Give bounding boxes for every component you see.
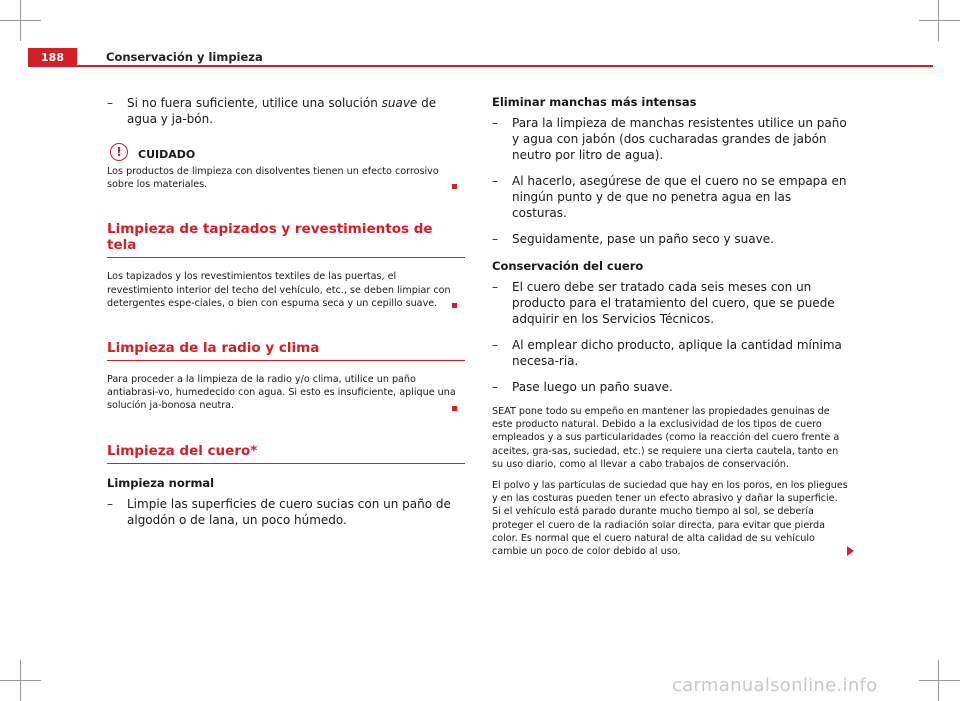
- caution-title: CUIDADO: [138, 148, 196, 161]
- section-text-content: Los tapizados y los revestimientos textiles de las puertas, el revestimiento interior del techo del vehículo, etc., se deben limpiar con detergentes espe-ciales, o bien con espuma seca y un cepillo suave.: [107, 271, 451, 309]
- dash-marker: –: [492, 232, 498, 246]
- end-marker-icon: [452, 184, 457, 189]
- crop-mark: [938, 660, 939, 701]
- subheading: Conservación del cuero: [492, 259, 644, 273]
- end-marker-icon: [452, 406, 457, 411]
- section-text: [107, 270, 465, 310]
- item-text: Al hacerlo, asegúrese de que el cuero no se empapa en ningún punto y de que no penetra agua en las costuras.: [512, 174, 847, 220]
- crop-mark: [919, 680, 960, 681]
- exclamation-circle-icon: !: [110, 143, 128, 161]
- section-radio: [107, 340, 465, 413]
- list-item: [107, 95, 465, 127]
- list-item: [492, 231, 848, 247]
- dash-marker: –: [492, 116, 498, 130]
- dash-marker: –: [107, 96, 113, 110]
- list-item: [492, 173, 848, 221]
- header-rule: [77, 65, 933, 67]
- dash-marker: –: [492, 174, 498, 188]
- section-heading: Limpieza de tapizados y revestimientos de tela: [107, 221, 465, 258]
- list-item: [492, 379, 848, 395]
- watermark: carmanualsonline.info: [672, 675, 878, 696]
- section-text-content: Para proceder a la limpieza de la radio y/o clima, utilice un paño antiabrasi-vo, humedecido con agua. Si esto es insuficiente, aplique una solución ja-bonosa neutra.: [107, 374, 456, 412]
- subheading: Eliminar manchas más intensas: [492, 95, 697, 109]
- paragraph: [492, 479, 848, 558]
- crop-mark: [20, 660, 21, 701]
- caution-box: [107, 143, 465, 191]
- dash-marker: –: [492, 280, 498, 294]
- continue-arrow-icon: [847, 546, 854, 556]
- section-heading: Limpieza del cuero*: [107, 443, 465, 464]
- paragraph-text: El polvo y las partículas de suciedad que hay en los poros, en los pliegues y en las costuras pueden tener un efecto abrasivo y dañar la superficie. Si el vehículo está parado durante mucho tiempo al sol, se debería proteger el cuero de la radiación solar directa, para evitar que pierda color. Es normal que el cuero natural de alta calidad de su vehículo cambie un poco de color debido al uso.: [492, 480, 848, 558]
- item-text: El cuero debe ser tratado cada seis meses con un producto para el tratamiento del cuero, que se puede adquirir en los Servicios Técnicos.: [512, 280, 835, 326]
- item-text: Seguidamente, pase un paño seco y suave.: [512, 232, 774, 246]
- item-text-post: de agua y ja-bón.: [127, 96, 437, 126]
- page-number: 188: [28, 48, 77, 67]
- list-item: [107, 496, 465, 528]
- item-text: Limpie las superficies de cuero sucias con un paño de algodón o de lana, un poco húmedo.: [127, 496, 451, 527]
- dash-marker: –: [107, 496, 113, 511]
- list-item: [492, 115, 848, 163]
- left-column: [107, 95, 465, 538]
- subheading: Limpieza normal: [107, 475, 215, 490]
- end-marker-icon: [452, 303, 457, 308]
- section-upholstery: [107, 221, 465, 310]
- section-leather: [107, 443, 465, 528]
- list-item: [492, 279, 848, 327]
- dash-marker: –: [492, 338, 498, 352]
- dash-marker: –: [492, 380, 498, 394]
- page-title: Conservación y limpieza: [106, 50, 263, 64]
- caution-text: Los productos de limpieza con disolventes tienen un efecto corrosivo sobre los materiales.: [107, 166, 439, 191]
- section-text: [107, 373, 465, 413]
- item-text-emphasis: suave: [381, 96, 418, 110]
- list-item: [492, 337, 848, 369]
- section-heading: Limpieza de la radio y clima: [107, 340, 465, 361]
- item-text-pre: Si no fuera suficiente, utilice una solución: [127, 96, 382, 110]
- paragraph: SEAT pone todo su empeño en mantener las propiedades genuinas de este producto natural. Debido a la exclusividad de los tipos de cuero empleados y a sus particularidades (como la reacción del cuero frente a aceites, gra-sas, suciedad, etc.) se requiere una cierta cautela, tanto en su uso diario, como al llevar a cabo trabajos de conservación.: [492, 406, 840, 470]
- crop-mark: [919, 20, 960, 21]
- item-text: Pase luego un paño suave.: [512, 380, 673, 394]
- crop-mark: [20, 0, 21, 41]
- item-text: Para la limpieza de manchas resistentes utilice un paño y agua con jabón (dos cucharadas grandes de jabón neutro por litro de agua).: [512, 116, 847, 162]
- crop-mark: [938, 0, 939, 41]
- item-text: Al emplear dicho producto, aplique la cantidad mínima necesa-ria.: [512, 338, 842, 368]
- right-column: [492, 95, 848, 566]
